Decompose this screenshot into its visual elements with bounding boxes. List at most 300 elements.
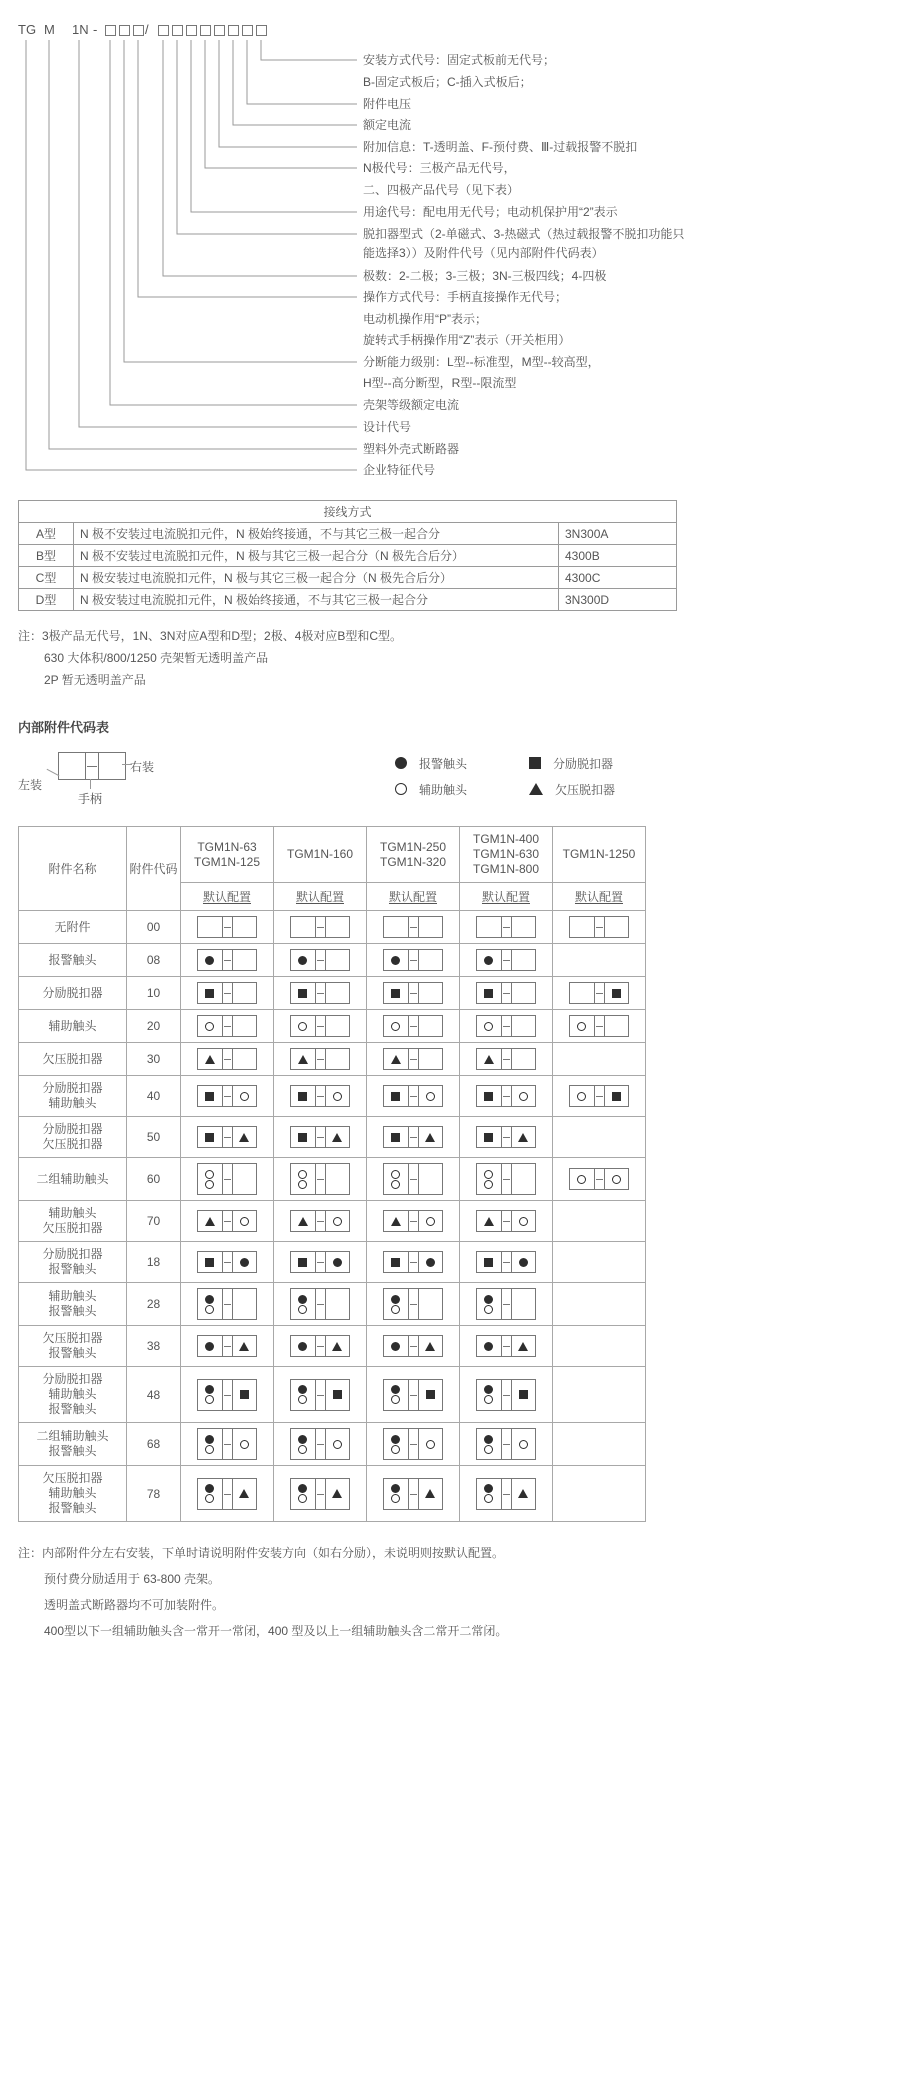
handle-slot (222, 1479, 233, 1509)
config-diagram-cell (460, 977, 553, 1010)
config-diagram-cell (181, 1043, 274, 1076)
handle-slot (501, 1252, 512, 1272)
name-line: 报警触头 (48, 1402, 97, 1416)
breaker-cell-diagram (197, 916, 257, 938)
callout-label: 壳架等级额定电流 (363, 398, 460, 412)
config-diagram-cell (181, 944, 274, 977)
accessory-name (19, 1076, 127, 1117)
name-line: 报警触头 (48, 1262, 97, 1276)
legend-item (529, 750, 615, 776)
handle-slot (501, 1164, 512, 1194)
right-slot (326, 1049, 350, 1069)
breaker-cell-diagram (569, 916, 629, 938)
right-slot (605, 1169, 629, 1189)
callout-label: 电动机操作用“P”表示； (363, 312, 487, 326)
name-line: 辅助触头 (48, 1096, 97, 1110)
model-name: TGM1N-160 (286, 847, 354, 861)
accessory-name (19, 1201, 127, 1242)
table-row (19, 1423, 646, 1466)
accessory-name (19, 1367, 127, 1423)
note-line: 注：3极产品无代号，1N、3N对应A型和D型；2极、4极对应B型和C型。 (18, 629, 403, 643)
left-slot (59, 753, 85, 779)
aux-symbol-icon (426, 1440, 435, 1449)
handle-slot (501, 1380, 512, 1410)
handle-slot (501, 1429, 512, 1459)
config-diagram-cell (460, 1466, 553, 1522)
handle-slot (501, 1336, 512, 1356)
wiring-desc: N 极不安装过电流脱扣元件，N 极与其它三极一起合分（N 极先合后分） (74, 545, 559, 567)
right-slot (326, 950, 350, 970)
handle-slot (222, 1429, 233, 1459)
breaker-cell-diagram (197, 1015, 257, 1037)
aux-symbol-icon (519, 1092, 528, 1101)
col-header-model (367, 827, 460, 883)
aux-symbol-icon (205, 1445, 214, 1454)
breaker-cell-diagram (476, 982, 536, 1004)
handle-slot (85, 753, 99, 779)
uv-symbol-icon (332, 1133, 342, 1142)
handle-slot (315, 1211, 326, 1231)
uv-symbol-icon (518, 1342, 528, 1351)
model-name: TGM1N-1250 (562, 847, 636, 861)
left-slot (384, 950, 408, 970)
alarm-symbol-icon (519, 1258, 528, 1267)
handle-slot (222, 1127, 233, 1147)
uv-symbol-icon (298, 1055, 308, 1064)
config-diagram-cell (274, 1326, 367, 1367)
code-box (200, 25, 211, 36)
breaker-cell-diagram (290, 982, 350, 1004)
handle-slot (501, 1127, 512, 1147)
config-diagram-cell (460, 1158, 553, 1201)
config-diagram-cell (553, 911, 646, 944)
breaker-diagram (58, 752, 126, 780)
callout-label: 塑料外壳式断路器 (363, 442, 460, 456)
handle-slot (408, 1211, 419, 1231)
uv-symbol-icon (391, 1055, 401, 1064)
right-slot (233, 1336, 257, 1356)
left-slot (291, 1211, 315, 1231)
accessory-code: 48 (127, 1367, 181, 1423)
config-diagram-cell (274, 1117, 367, 1158)
handle-slot (222, 983, 233, 1003)
alarm-symbol-icon (391, 1435, 400, 1444)
right-slot (605, 983, 629, 1003)
uv-symbol-icon (518, 1489, 528, 1498)
breaker-cell-diagram (383, 1015, 443, 1037)
config-diagram-cell (181, 1201, 274, 1242)
handle-slot (501, 950, 512, 970)
handle-slot (408, 1127, 419, 1147)
right-slot (233, 950, 257, 970)
left-slot (477, 1429, 501, 1459)
right-slot (233, 1289, 257, 1319)
handle-slot (408, 1380, 419, 1410)
breaker-cell-diagram (476, 1126, 536, 1148)
right-slot (326, 917, 350, 937)
uv-symbol-icon (332, 1489, 342, 1498)
name-line: 欠压脱扣器 (42, 1331, 103, 1345)
handle-slot (315, 1164, 326, 1194)
handle-slot (222, 1252, 233, 1272)
left-slot (477, 950, 501, 970)
right-slot (419, 983, 443, 1003)
code-box (119, 25, 130, 36)
breaker-cell-diagram (383, 1251, 443, 1273)
code-box (256, 25, 267, 36)
name-line: 分励脱扣器 (42, 1372, 103, 1386)
breaker-cell-diagram (290, 1478, 350, 1510)
aux-symbol-icon (205, 1170, 214, 1179)
config-diagram-cell (553, 1367, 646, 1423)
name-line: 辅助触头 (48, 1486, 97, 1500)
config-label: 默认配置 (481, 890, 530, 904)
right-slot (326, 1211, 350, 1231)
left-slot (384, 1016, 408, 1036)
accessory-name (19, 1117, 127, 1158)
breaker-cell-diagram (197, 1428, 257, 1460)
right-slot (419, 1049, 443, 1069)
config-diagram-cell (460, 1367, 553, 1423)
accessory-table-head (19, 827, 646, 911)
callout-label: 附件电压 (363, 97, 412, 111)
model-code-part: TG (18, 22, 37, 37)
table-row (19, 589, 677, 611)
aux-symbol-icon (612, 1175, 621, 1184)
breaker-cell-diagram (569, 1015, 629, 1037)
handle-slot (594, 1086, 605, 1106)
accessory-code: 40 (127, 1076, 181, 1117)
right-slot (419, 1479, 443, 1509)
breaker-cell-diagram (290, 1251, 350, 1273)
accessory-code: 00 (127, 911, 181, 944)
handle-slot (594, 1169, 605, 1189)
model-name: TGM1N-125 (193, 854, 261, 869)
config-diagram-cell (460, 1201, 553, 1242)
alarm-symbol-icon (484, 1484, 493, 1493)
left-slot (384, 1211, 408, 1231)
handle-slot (501, 1479, 512, 1509)
breaker-cell-diagram (476, 1163, 536, 1195)
name-line: 二组辅助触头 (36, 1171, 109, 1186)
symbol-legend (395, 750, 615, 802)
handle-slot (315, 1479, 326, 1509)
left-slot (198, 1336, 222, 1356)
left-slot (384, 1479, 408, 1509)
aux-symbol-icon (298, 1022, 307, 1031)
table-row (19, 1466, 646, 1522)
left-install-label: 左装 (18, 778, 43, 792)
left-slot (570, 1086, 594, 1106)
alarm-symbol-icon (298, 956, 307, 965)
breaker-cell-diagram (290, 916, 350, 938)
note-line: 注：内部附件分左右安装，下单时请说明附件安装方向（如右分励），未说明则按默认配置。 (18, 1546, 505, 1560)
config-diagram-cell (274, 1158, 367, 1201)
code-box (242, 25, 253, 36)
left-slot (291, 1289, 315, 1319)
aux-symbol-icon (298, 1170, 307, 1179)
accessory-figure-row (0, 746, 900, 812)
table-row (19, 1010, 646, 1043)
right-slot (233, 1049, 257, 1069)
auxiliary-contact-icon (395, 783, 407, 795)
aux-symbol-icon (205, 1180, 214, 1189)
code-box (214, 25, 225, 36)
config-diagram-cell (367, 1043, 460, 1076)
breaker-cell-diagram (290, 1126, 350, 1148)
handle-slot (315, 1016, 326, 1036)
handle-slot (222, 917, 233, 937)
alarm-symbol-icon (240, 1258, 249, 1267)
aux-symbol-icon (205, 1395, 214, 1404)
left-slot (198, 1429, 222, 1459)
left-slot (477, 1380, 501, 1410)
handle-slot (408, 1164, 419, 1194)
aux-symbol-icon (391, 1445, 400, 1454)
left-slot (477, 1086, 501, 1106)
aux-symbol-icon (205, 1305, 214, 1314)
left-slot (570, 983, 594, 1003)
config-diagram-cell (367, 1423, 460, 1466)
left-slot (477, 1336, 501, 1356)
right-slot (512, 1016, 536, 1036)
name-line: 报警触头 (48, 1444, 97, 1458)
alarm-contact-icon (395, 757, 407, 769)
config-diagram-cell (553, 1043, 646, 1076)
accessory-code: 50 (127, 1117, 181, 1158)
note-line: 400型以下一组辅助触头含一常开一常闭，400 型及以上一组辅助触头含二常开二常闭。 (44, 1624, 508, 1638)
breaker-cell-diagram (476, 1015, 536, 1037)
handle-slot (315, 1049, 326, 1069)
left-slot (198, 1252, 222, 1272)
breaker-cell-diagram (197, 1478, 257, 1510)
callout-label: 操作方式代号：手柄直接操作无代号； (363, 290, 568, 304)
breaker-cell-diagram (197, 1210, 257, 1232)
uv-symbol-icon (239, 1133, 249, 1142)
right-slot (512, 1049, 536, 1069)
aux-symbol-icon (391, 1395, 400, 1404)
right-slot (326, 1252, 350, 1272)
aux-symbol-icon (426, 1217, 435, 1226)
handle-slot (408, 1049, 419, 1069)
legend-label: 辅助触头 (419, 782, 468, 797)
left-slot (198, 1479, 222, 1509)
alarm-symbol-icon (484, 1435, 493, 1444)
note-line: 预付费分励适用于 63-800 壳架。 (44, 1572, 221, 1586)
left-slot (198, 983, 222, 1003)
aux-symbol-icon (519, 1217, 528, 1226)
alarm-symbol-icon (205, 1484, 214, 1493)
config-diagram-cell (460, 1076, 553, 1117)
model-name: TGM1N-320 (379, 854, 447, 869)
right-slot (326, 1289, 350, 1319)
handle-slot (501, 1049, 512, 1069)
legend-label: 欠压脱扣器 (555, 782, 616, 797)
alarm-symbol-icon (205, 1342, 214, 1351)
right-slot (326, 1164, 350, 1194)
name-line: 报警触头 (48, 1501, 97, 1515)
alarm-symbol-icon (205, 1385, 214, 1394)
breaker-cell-diagram (290, 1085, 350, 1107)
handle-slot (222, 1336, 233, 1356)
leader-line (90, 779, 91, 789)
table-row (19, 1242, 646, 1283)
model-code-dash: - (93, 22, 98, 37)
right-slot (326, 1127, 350, 1147)
table-row (19, 1367, 646, 1423)
code-box (105, 25, 116, 36)
config-diagram-cell (553, 1201, 646, 1242)
aux-symbol-icon (240, 1217, 249, 1226)
aux-symbol-icon (391, 1305, 400, 1314)
config-diagram-cell (553, 1326, 646, 1367)
breaker-cell-diagram (197, 1126, 257, 1148)
callout-label: 能选择3））及附件代号（见内部附件代码表） (363, 246, 604, 260)
alarm-symbol-icon (205, 956, 214, 965)
name-line: 报警触头 (48, 952, 97, 967)
code-box (186, 25, 197, 36)
alarm-symbol-icon (426, 1258, 435, 1267)
handle-slot (315, 950, 326, 970)
right-slot (233, 1211, 257, 1231)
left-slot (198, 917, 222, 937)
breaker-cell-diagram (476, 949, 536, 971)
config-diagram-cell (181, 1242, 274, 1283)
callout-label: 二、四极产品代号（见下表） (363, 183, 520, 197)
breaker-cell-diagram (476, 1085, 536, 1107)
wiring-code: 3N300A (559, 523, 677, 545)
callout-label: H型--高分断型，R型--限流型 (363, 376, 517, 390)
alarm-symbol-icon (391, 1295, 400, 1304)
config-diagram-cell (367, 911, 460, 944)
name-line: 辅助触头 (48, 1018, 97, 1033)
handle-slot (222, 1164, 233, 1194)
name-line: 分励脱扣器 (42, 1122, 103, 1136)
config-diagram-cell (367, 1010, 460, 1043)
right-slot (512, 1164, 536, 1194)
callout-label: 旋转式手柄操作用“Z”表示（开关柜用） (363, 333, 571, 347)
right-slot (512, 1479, 536, 1509)
table-row (19, 545, 677, 567)
col-header-name: 附件名称 (19, 827, 127, 911)
config-diagram-cell (553, 944, 646, 977)
aux-symbol-icon (484, 1170, 493, 1179)
name-line: 辅助触头 (48, 1289, 97, 1303)
left-slot (384, 1164, 408, 1194)
shunt-symbol-icon (391, 1092, 400, 1101)
config-diagram-cell (274, 1466, 367, 1522)
config-diagram-cell (181, 977, 274, 1010)
config-diagram-cell (460, 1283, 553, 1326)
breaker-cell-diagram (569, 1085, 629, 1107)
wiring-code: 4300B (559, 545, 677, 567)
table-row (19, 827, 646, 883)
accessory-name (19, 1158, 127, 1201)
accessory-name (19, 1242, 127, 1283)
shunt-symbol-icon (205, 1092, 214, 1101)
left-slot (291, 1016, 315, 1036)
accessory-code: 60 (127, 1158, 181, 1201)
wiring-table (18, 500, 677, 611)
accessory-name (19, 1423, 127, 1466)
right-slot (605, 917, 629, 937)
shunt-symbol-icon (391, 989, 400, 998)
note-line: 透明盖式断路器均不可加装附件。 (44, 1598, 225, 1612)
aux-symbol-icon (484, 1022, 493, 1031)
breaker-cell-diagram (383, 982, 443, 1004)
wiring-type: B型 (19, 545, 74, 567)
left-slot (477, 1127, 501, 1147)
left-slot (291, 1164, 315, 1194)
accessory-code: 20 (127, 1010, 181, 1043)
right-slot (326, 1336, 350, 1356)
config-diagram-cell (274, 1367, 367, 1423)
handle-slot (408, 1086, 419, 1106)
config-diagram-cell (274, 977, 367, 1010)
breaker-cell-diagram (383, 1210, 443, 1232)
config-diagram-cell (181, 1423, 274, 1466)
note-line: 2P 暂无透明盖产品 (44, 673, 146, 687)
left-slot (198, 1127, 222, 1147)
col-header-code: 附件代码 (127, 827, 181, 911)
right-slot (233, 1164, 257, 1194)
left-slot (384, 1127, 408, 1147)
handle-slot (315, 1336, 326, 1356)
alarm-symbol-icon (205, 1295, 214, 1304)
config-diagram-cell (367, 944, 460, 977)
handle-slot (315, 1380, 326, 1410)
config-diagram-cell (274, 1010, 367, 1043)
accessory-code: 78 (127, 1466, 181, 1522)
breaker-cell-diagram (476, 1428, 536, 1460)
callout-label: 额定电流 (363, 118, 412, 132)
right-install-label: 右装 (130, 760, 155, 774)
callout-label: 用途代号：配电用无代号；电动机保护用“2”表示 (363, 205, 618, 219)
handle-slot (501, 1016, 512, 1036)
accessory-table (18, 826, 646, 1522)
table-row (19, 1076, 646, 1117)
config-diagram-cell (181, 1466, 274, 1522)
right-slot (326, 1016, 350, 1036)
handle-slot (408, 983, 419, 1003)
handle-slot (408, 1252, 419, 1272)
config-diagram-cell (553, 1117, 646, 1158)
shunt-symbol-icon (240, 1390, 249, 1399)
config-diagram-cell (181, 911, 274, 944)
accessory-code: 38 (127, 1326, 181, 1367)
breaker-cell-diagram (476, 1335, 536, 1357)
left-slot (477, 917, 501, 937)
aux-symbol-icon (519, 1440, 528, 1449)
alarm-symbol-icon (298, 1435, 307, 1444)
callout-label: 附加信息：T-透明盖、F-预付费、Ⅲ-过载报警不脱扣 (363, 140, 638, 154)
breaker-cell-diagram (290, 1428, 350, 1460)
uv-symbol-icon (484, 1055, 494, 1064)
handle-slot (501, 1086, 512, 1106)
aux-symbol-icon (205, 1494, 214, 1503)
shunt-symbol-icon (484, 989, 493, 998)
right-slot (419, 1289, 443, 1319)
breaker-cell-diagram (476, 1379, 536, 1411)
model-name: TGM1N-63 (197, 839, 257, 854)
right-slot (419, 1127, 443, 1147)
breaker-cell-diagram (290, 1379, 350, 1411)
callout-label: 脱扣器型式（2-单磁式、3-热磁式（热过载报警不脱扣功能只 (363, 227, 685, 241)
config-diagram-cell (553, 1283, 646, 1326)
name-line: 分励脱扣器 (42, 1081, 103, 1095)
aux-symbol-icon (298, 1395, 307, 1404)
accessory-code: 68 (127, 1423, 181, 1466)
